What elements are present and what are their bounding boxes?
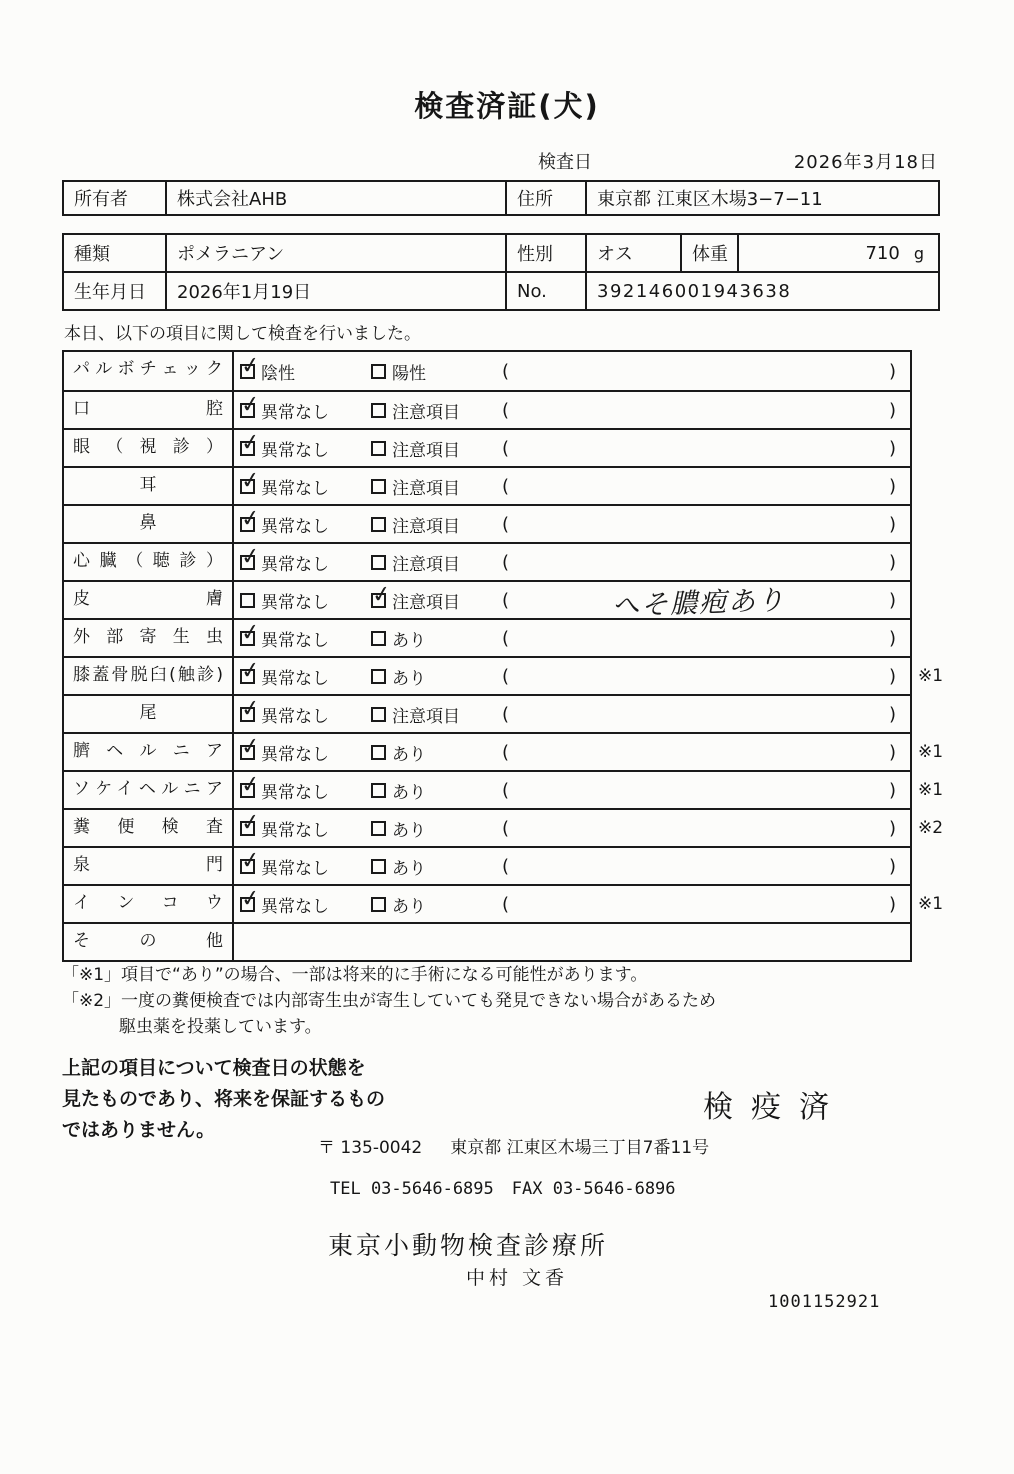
exam-row — [64, 580, 910, 622]
clinic-tel-line — [330, 1179, 676, 1199]
exam-option-label: 異常なし — [261, 592, 329, 613]
intro-text: 本日、以下の項目に関して検査を行いました。 — [64, 324, 421, 344]
sex-label: 性別 — [506, 234, 586, 272]
exam-option-label: 異常なし — [261, 820, 329, 841]
exam-row — [64, 352, 910, 390]
exam-option — [239, 542, 371, 575]
exam-option-label: 異常なし — [261, 782, 329, 803]
exam-option-label: 異常なし — [261, 478, 329, 499]
pet-info-table — [62, 233, 940, 311]
exam-row — [64, 542, 910, 580]
exam-option-label: 異常なし — [261, 402, 329, 423]
footnote-2-continued: 駆虫薬を投薬しています。 — [119, 1017, 322, 1037]
checkmark-icon: ✓ — [239, 390, 262, 419]
exam-option-label: あり — [392, 744, 426, 765]
exam-option — [240, 588, 371, 613]
owner-table — [62, 180, 940, 216]
paren-close: ) — [888, 741, 896, 763]
checkbox-checked — [239, 428, 262, 457]
exam-row — [64, 846, 910, 884]
footnote-mark: ※1 — [918, 742, 944, 762]
weight-value: 710 — [865, 242, 900, 264]
exam-row-content — [234, 924, 910, 960]
exam-item-label: 膝蓋骨脱臼(触診) — [64, 658, 234, 694]
paren-open: ( — [502, 589, 510, 611]
exam-option-label: 異常なし — [261, 744, 329, 765]
exam-option — [239, 884, 371, 917]
paren-close: ) — [888, 399, 896, 421]
number-value: 392146001943638 — [586, 272, 939, 310]
exam-option — [371, 664, 502, 689]
checkbox-checked — [239, 618, 262, 647]
exam-option-label: 注意項目 — [392, 706, 460, 727]
footnote-1: 「※1」項目で“あり”の場合、一部は将来的に手術になる可能性があります。 — [62, 965, 648, 985]
exam-item-label: その他 — [64, 924, 234, 960]
owner-address-label: 住所 — [506, 181, 586, 215]
checkbox-unchecked — [371, 783, 386, 798]
exam-row — [64, 770, 944, 808]
exam-row-content — [234, 506, 910, 542]
checkmark-icon: ✓ — [239, 351, 262, 380]
exam-row — [64, 884, 944, 922]
weight-cell — [738, 234, 939, 272]
exam-option-label: 陽性 — [392, 363, 426, 384]
clinic-fax: FAX 03-5646-6896 — [511, 1179, 676, 1199]
exam-option-label: 注意項目 — [392, 592, 460, 613]
paren-open: ( — [502, 665, 510, 687]
exam-item-label: 外部寄生虫 — [64, 620, 234, 656]
paren-close: ) — [888, 703, 896, 725]
exam-option-label: あり — [392, 630, 426, 651]
exam-option-label: 異常なし — [261, 516, 329, 537]
paren-open: ( — [502, 741, 510, 763]
exam-option — [371, 740, 502, 765]
document-title: 検査済証(犬) — [414, 89, 600, 123]
paren-open: ( — [502, 437, 510, 459]
paren-close: ) — [888, 589, 896, 611]
exam-item-label: 眼（視診） — [64, 430, 234, 466]
exam-row — [64, 808, 944, 846]
exam-option — [370, 580, 502, 613]
disclaimer-line-2: 見たものであり、将来を保証するもの — [62, 1088, 386, 1110]
checkbox-unchecked — [371, 897, 386, 912]
paren-close: ) — [888, 475, 896, 497]
exam-item-label: インコウ — [64, 886, 234, 922]
exam-option — [371, 778, 502, 803]
exam-option — [371, 816, 502, 841]
handwritten-note: へそ膿疱あり — [611, 584, 787, 622]
exam-option-label: 異常なし — [261, 630, 329, 651]
exam-option-label: 異常なし — [261, 896, 329, 917]
paren-close: ) — [888, 360, 896, 382]
birthdate-value: 2026年1月19日 — [166, 272, 506, 310]
checkmark-icon: ✓ — [239, 884, 262, 913]
checkbox-unchecked — [371, 745, 386, 760]
disclaimer-line-1: 上記の項目について検査日の状態を — [62, 1057, 366, 1079]
exam-row-content — [234, 772, 910, 808]
owner-name: 株式会社AHB — [166, 181, 506, 215]
exam-row — [64, 466, 910, 504]
document-number: 1001152921 — [768, 1292, 881, 1312]
exam-row-content — [234, 544, 910, 580]
footnote-mark: ※1 — [918, 894, 944, 914]
exam-option-label: 異常なし — [261, 858, 329, 879]
exam-option — [239, 618, 371, 651]
exam-option-label: あり — [392, 858, 426, 879]
exam-option — [371, 398, 502, 423]
checkbox-checked — [239, 656, 262, 685]
exam-row-content — [234, 696, 910, 732]
exam-row — [64, 922, 910, 960]
exam-option-label: 注意項目 — [392, 440, 460, 461]
inspection-date-row — [62, 148, 940, 174]
checkbox-unchecked — [371, 707, 386, 722]
exam-option — [239, 504, 371, 537]
paren-close: ) — [888, 855, 896, 877]
exam-option-label: 注意項目 — [392, 478, 460, 499]
exam-option — [371, 854, 502, 879]
paren-close: ) — [888, 779, 896, 801]
paren-open: ( — [502, 513, 510, 535]
exam-option-label: 注意項目 — [392, 554, 460, 575]
exam-item-label: 泉門 — [64, 848, 234, 884]
checkbox-checked — [239, 846, 262, 875]
quarantine-passed-stamp: 検疫済 — [703, 1090, 847, 1125]
paren-open: ( — [502, 627, 510, 649]
clinic-address: 東京都 江東区木場三丁目7番11号 — [450, 1138, 710, 1158]
exam-row-content — [234, 810, 910, 846]
exam-row-content — [234, 620, 910, 656]
paren-open: ( — [502, 399, 510, 421]
exam-option-label: 異常なし — [261, 668, 329, 689]
checkbox-checked — [239, 732, 262, 761]
exam-row — [64, 732, 944, 770]
exam-row-content — [234, 580, 910, 622]
paren-close: ) — [888, 893, 896, 915]
exam-option — [371, 626, 502, 651]
exam-option — [239, 770, 371, 803]
checkmark-icon: ✓ — [239, 618, 262, 647]
exam-item-label: 皮膚 — [64, 582, 234, 618]
paren-close: ) — [888, 551, 896, 573]
exam-row-content — [234, 734, 910, 770]
checkbox-unchecked — [240, 593, 255, 608]
exam-option-label: あり — [392, 820, 426, 841]
paren-open: ( — [502, 855, 510, 877]
pet-row-1 — [63, 234, 939, 272]
birthdate-label: 生年月日 — [63, 272, 166, 310]
checkbox-checked — [239, 694, 262, 723]
inspection-date-label: 検査日 — [538, 152, 592, 173]
exam-option — [239, 351, 371, 384]
checkmark-icon: ✓ — [239, 770, 262, 799]
exam-item-label: 鼻 — [64, 506, 234, 542]
exam-item-label: 口腔 — [64, 392, 234, 428]
exam-option-label: 注意項目 — [392, 402, 460, 423]
breed-label: 種類 — [63, 234, 166, 272]
checkbox-checked — [239, 390, 262, 419]
checkbox-unchecked — [371, 669, 386, 684]
exam-option-label: 異常なし — [261, 706, 329, 727]
clinic-name: 東京小動物検査診療所 — [328, 1231, 609, 1260]
exam-item-label: パルボチェック — [64, 352, 234, 390]
exam-option-label: 陰性 — [261, 363, 295, 384]
exam-option — [239, 846, 371, 879]
exam-table — [62, 350, 944, 962]
exam-option — [239, 390, 371, 423]
exam-option-label: 異常なし — [261, 440, 329, 461]
exam-option — [371, 550, 502, 575]
paren-open: ( — [502, 817, 510, 839]
checkmark-icon: ✓ — [239, 428, 262, 457]
inspection-date-value: 2026年3月18日 — [793, 152, 938, 173]
checkmark-icon: ✓ — [239, 542, 262, 571]
exam-row — [64, 618, 910, 656]
paren-close: ) — [888, 513, 896, 535]
clinic-postal-line — [318, 1133, 709, 1158]
exam-row-content — [234, 392, 910, 428]
exam-option — [239, 428, 371, 461]
exam-option — [239, 808, 371, 841]
checkbox-unchecked — [371, 364, 386, 379]
checkbox-unchecked — [371, 821, 386, 836]
exam-option-label: 異常なし — [261, 554, 329, 575]
footnote-mark: ※2 — [918, 818, 944, 838]
exam-option — [371, 436, 502, 461]
exam-row — [64, 656, 944, 694]
exam-item-label: 糞便検査 — [64, 810, 234, 846]
weight-label: 体重 — [681, 234, 738, 272]
exam-row — [64, 694, 910, 732]
checkbox-checked — [239, 770, 262, 799]
weight-unit: g — [913, 243, 924, 263]
footnote-2: 「※2」一度の糞便検査では内部寄生虫が寄生していても発見できない場合があるため — [62, 991, 717, 1011]
checkbox-checked — [239, 466, 262, 495]
exam-option-label: あり — [392, 782, 426, 803]
checkbox-checked — [239, 808, 262, 837]
exam-row — [64, 428, 910, 466]
exam-option — [239, 466, 371, 499]
exam-option — [371, 474, 502, 499]
exam-item-label: ソケイヘルニア — [64, 772, 234, 808]
paren-open: ( — [502, 779, 510, 801]
checkbox-unchecked — [371, 403, 386, 418]
checkbox-unchecked — [371, 859, 386, 874]
checkbox-checked — [239, 884, 262, 913]
checkbox-checked — [239, 351, 262, 380]
checkmark-icon: ✓ — [239, 808, 262, 837]
owner-address: 東京都 江東区木場3−7−11 — [586, 181, 939, 215]
paren-open: ( — [502, 475, 510, 497]
paren-close: ) — [888, 627, 896, 649]
checkmark-icon: ✓ — [370, 580, 393, 609]
paren-open: ( — [502, 703, 510, 725]
checkmark-icon: ✓ — [239, 846, 262, 875]
pet-row-2 — [63, 272, 939, 310]
exam-option — [239, 694, 371, 727]
checkbox-checked — [239, 504, 262, 533]
exam-option — [371, 892, 502, 917]
veterinarian-name: 中村 文香 — [466, 1267, 569, 1289]
checkbox-unchecked — [371, 517, 386, 532]
exam-row-content — [234, 886, 910, 922]
exam-option — [239, 656, 371, 689]
disclaimer-line-3: ではありません。 — [62, 1119, 216, 1141]
exam-option — [371, 512, 502, 537]
exam-option — [371, 359, 502, 384]
checkmark-icon: ✓ — [239, 504, 262, 533]
exam-option-label: 注意項目 — [392, 516, 460, 537]
exam-option — [239, 732, 371, 765]
footnote-mark: ※1 — [918, 666, 944, 686]
checkmark-icon: ✓ — [239, 656, 262, 685]
exam-option-label: あり — [392, 668, 426, 689]
exam-row-content — [234, 352, 910, 390]
footnote-mark: ※1 — [918, 780, 944, 800]
exam-row-content — [234, 848, 910, 884]
exam-option-label: あり — [392, 896, 426, 917]
exam-item-label: 尾 — [64, 696, 234, 732]
exam-row-content — [234, 658, 910, 694]
sex-value: オス — [586, 234, 681, 272]
paren-open: ( — [502, 551, 510, 573]
exam-row-content — [234, 430, 910, 466]
checkbox-unchecked — [371, 441, 386, 456]
exam-row-content — [234, 468, 910, 504]
exam-item-label: 耳 — [64, 468, 234, 504]
owner-row — [63, 181, 939, 215]
owner-label: 所有者 — [63, 181, 166, 215]
breed-value: ポメラニアン — [166, 234, 506, 272]
paren-close: ) — [888, 437, 896, 459]
number-label: No. — [506, 272, 586, 310]
checkbox-unchecked — [371, 631, 386, 646]
exam-option — [371, 702, 502, 727]
checkbox-unchecked — [371, 479, 386, 494]
exam-row — [64, 504, 910, 542]
checkmark-icon: ✓ — [239, 466, 262, 495]
checkmark-icon: ✓ — [239, 732, 262, 761]
paren-open: ( — [502, 360, 510, 382]
checkbox-checked — [239, 542, 262, 571]
paren-close: ) — [888, 665, 896, 687]
checkbox-checked — [370, 580, 393, 609]
exam-item-label: 心臓（聴診） — [64, 544, 234, 580]
paren-close: ) — [888, 817, 896, 839]
footnotes — [62, 962, 716, 1040]
exam-row — [64, 390, 910, 428]
checkmark-icon: ✓ — [239, 694, 262, 723]
clinic-tel: TEL 03-5646-6895 — [330, 1179, 494, 1199]
checkbox-unchecked — [371, 555, 386, 570]
paren-open: ( — [502, 893, 510, 915]
clinic-postal-code: 〒 135-0042 — [318, 1138, 423, 1158]
exam-item-label: 臍ヘルニア — [64, 734, 234, 770]
